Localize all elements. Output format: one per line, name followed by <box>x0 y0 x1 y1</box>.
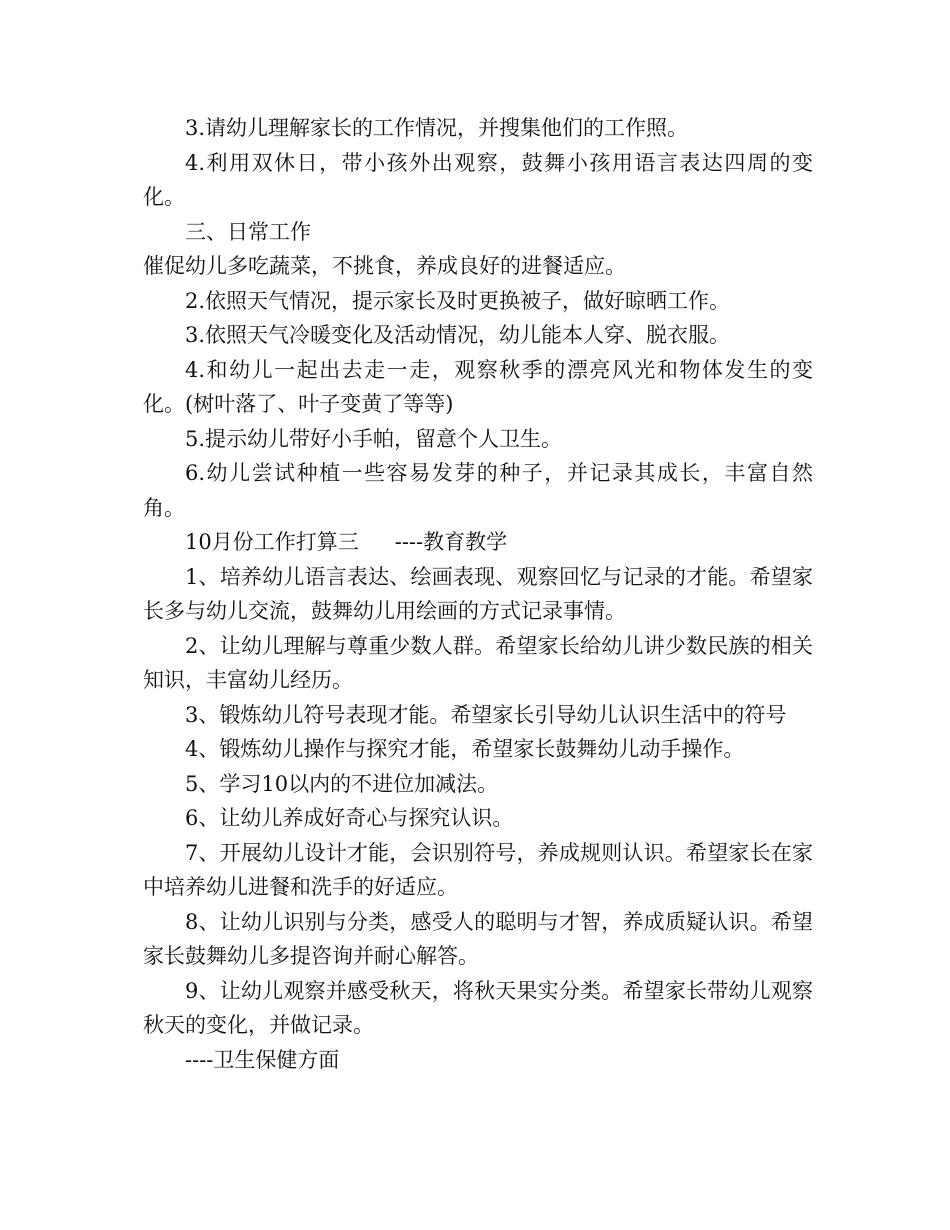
education-subtitle: ----教育教学 <box>394 530 508 554</box>
paragraph-hands-on: 4、锻炼幼儿操作与探究才能，希望家长鼓舞幼儿动手操作。 <box>185 737 745 761</box>
paragraph-plant-seeds: 6.幼儿尝试种植一些容易发芽的种子，并记录其成长，丰富自然角。 <box>143 461 813 520</box>
section-heading-health-care: ----卫生保健方面 <box>185 1047 340 1072</box>
section-heading-october-plan <box>143 525 813 560</box>
paragraph-language-expression: 1、培养幼儿语言表达、绘画表现、观察回忆与记录的才能。希望家长多与幼儿交流，鼓舞幼儿用绘画的方式记录事情。 <box>143 564 813 623</box>
section-heading-daily-work: 三、日常工作 <box>185 219 311 244</box>
paragraph-change-quilts: 2.依照天气情况，提示家长及时更换被子，做好晾晒工作。 <box>185 288 731 313</box>
paragraph-design-ability: 7、开展幼儿设计才能，会识别符号，养成规则认识。希望家长在家中培养幼儿进餐和洗手的好适应。 <box>143 840 813 899</box>
october-plan-title: 10月份工作打算三 <box>185 530 359 554</box>
paragraph-curiosity: 6、让幼儿养成好奇心与探究认识。 <box>185 806 514 830</box>
paragraph-autumn-fruits: 9、让幼儿观察并感受秋天，将秋天果实分类。希望家长带幼儿观察秋天的变化，并做记录。 <box>143 978 813 1037</box>
paragraph-weekend-observation: 4.利用双休日，带小孩外出观察，鼓舞小孩用语言表达四周的变化。 <box>143 150 813 209</box>
paragraph-eat-vegetables: 催促幼儿多吃蔬菜，不挑食，养成良好的进餐适应。 <box>143 254 626 278</box>
paragraph-handkerchief: 5.提示幼儿带好小手帕，留意个人卫生。 <box>185 426 563 451</box>
paragraph-symbol-expression: 3、锻炼幼儿符号表现才能。希望家长引导幼儿认识生活中的符号 <box>185 702 787 727</box>
paragraph-dress-self: 3.依照天气冷暖变化及活动情况，幼儿能本人穿、脱衣服。 <box>185 323 731 347</box>
document-body <box>143 111 813 1077</box>
paragraph-classification: 8、让幼儿识别与分类，感受人的聪明与才智，养成质疑认识。希望家长鼓舞幼儿多提咨询并耐心解答。 <box>143 909 813 968</box>
paragraph-arithmetic: 5、学习10以内的不进位加减法。 <box>185 771 499 796</box>
paragraph-autumn-walk: 4.和幼儿一起出去走一走，观察秋季的漂亮风光和物体发生的变化。(树叶落了、叶子变黄了等等) <box>143 357 813 416</box>
paragraph-minority-respect: 2、让幼儿理解与尊重少数人群。希望家长给幼儿讲少数民族的相关知识，丰富幼儿经历。 <box>143 633 813 692</box>
paragraph-parent-photos: 3.请幼儿理解家长的工作情况，并搜集他们的工作照。 <box>185 116 689 140</box>
